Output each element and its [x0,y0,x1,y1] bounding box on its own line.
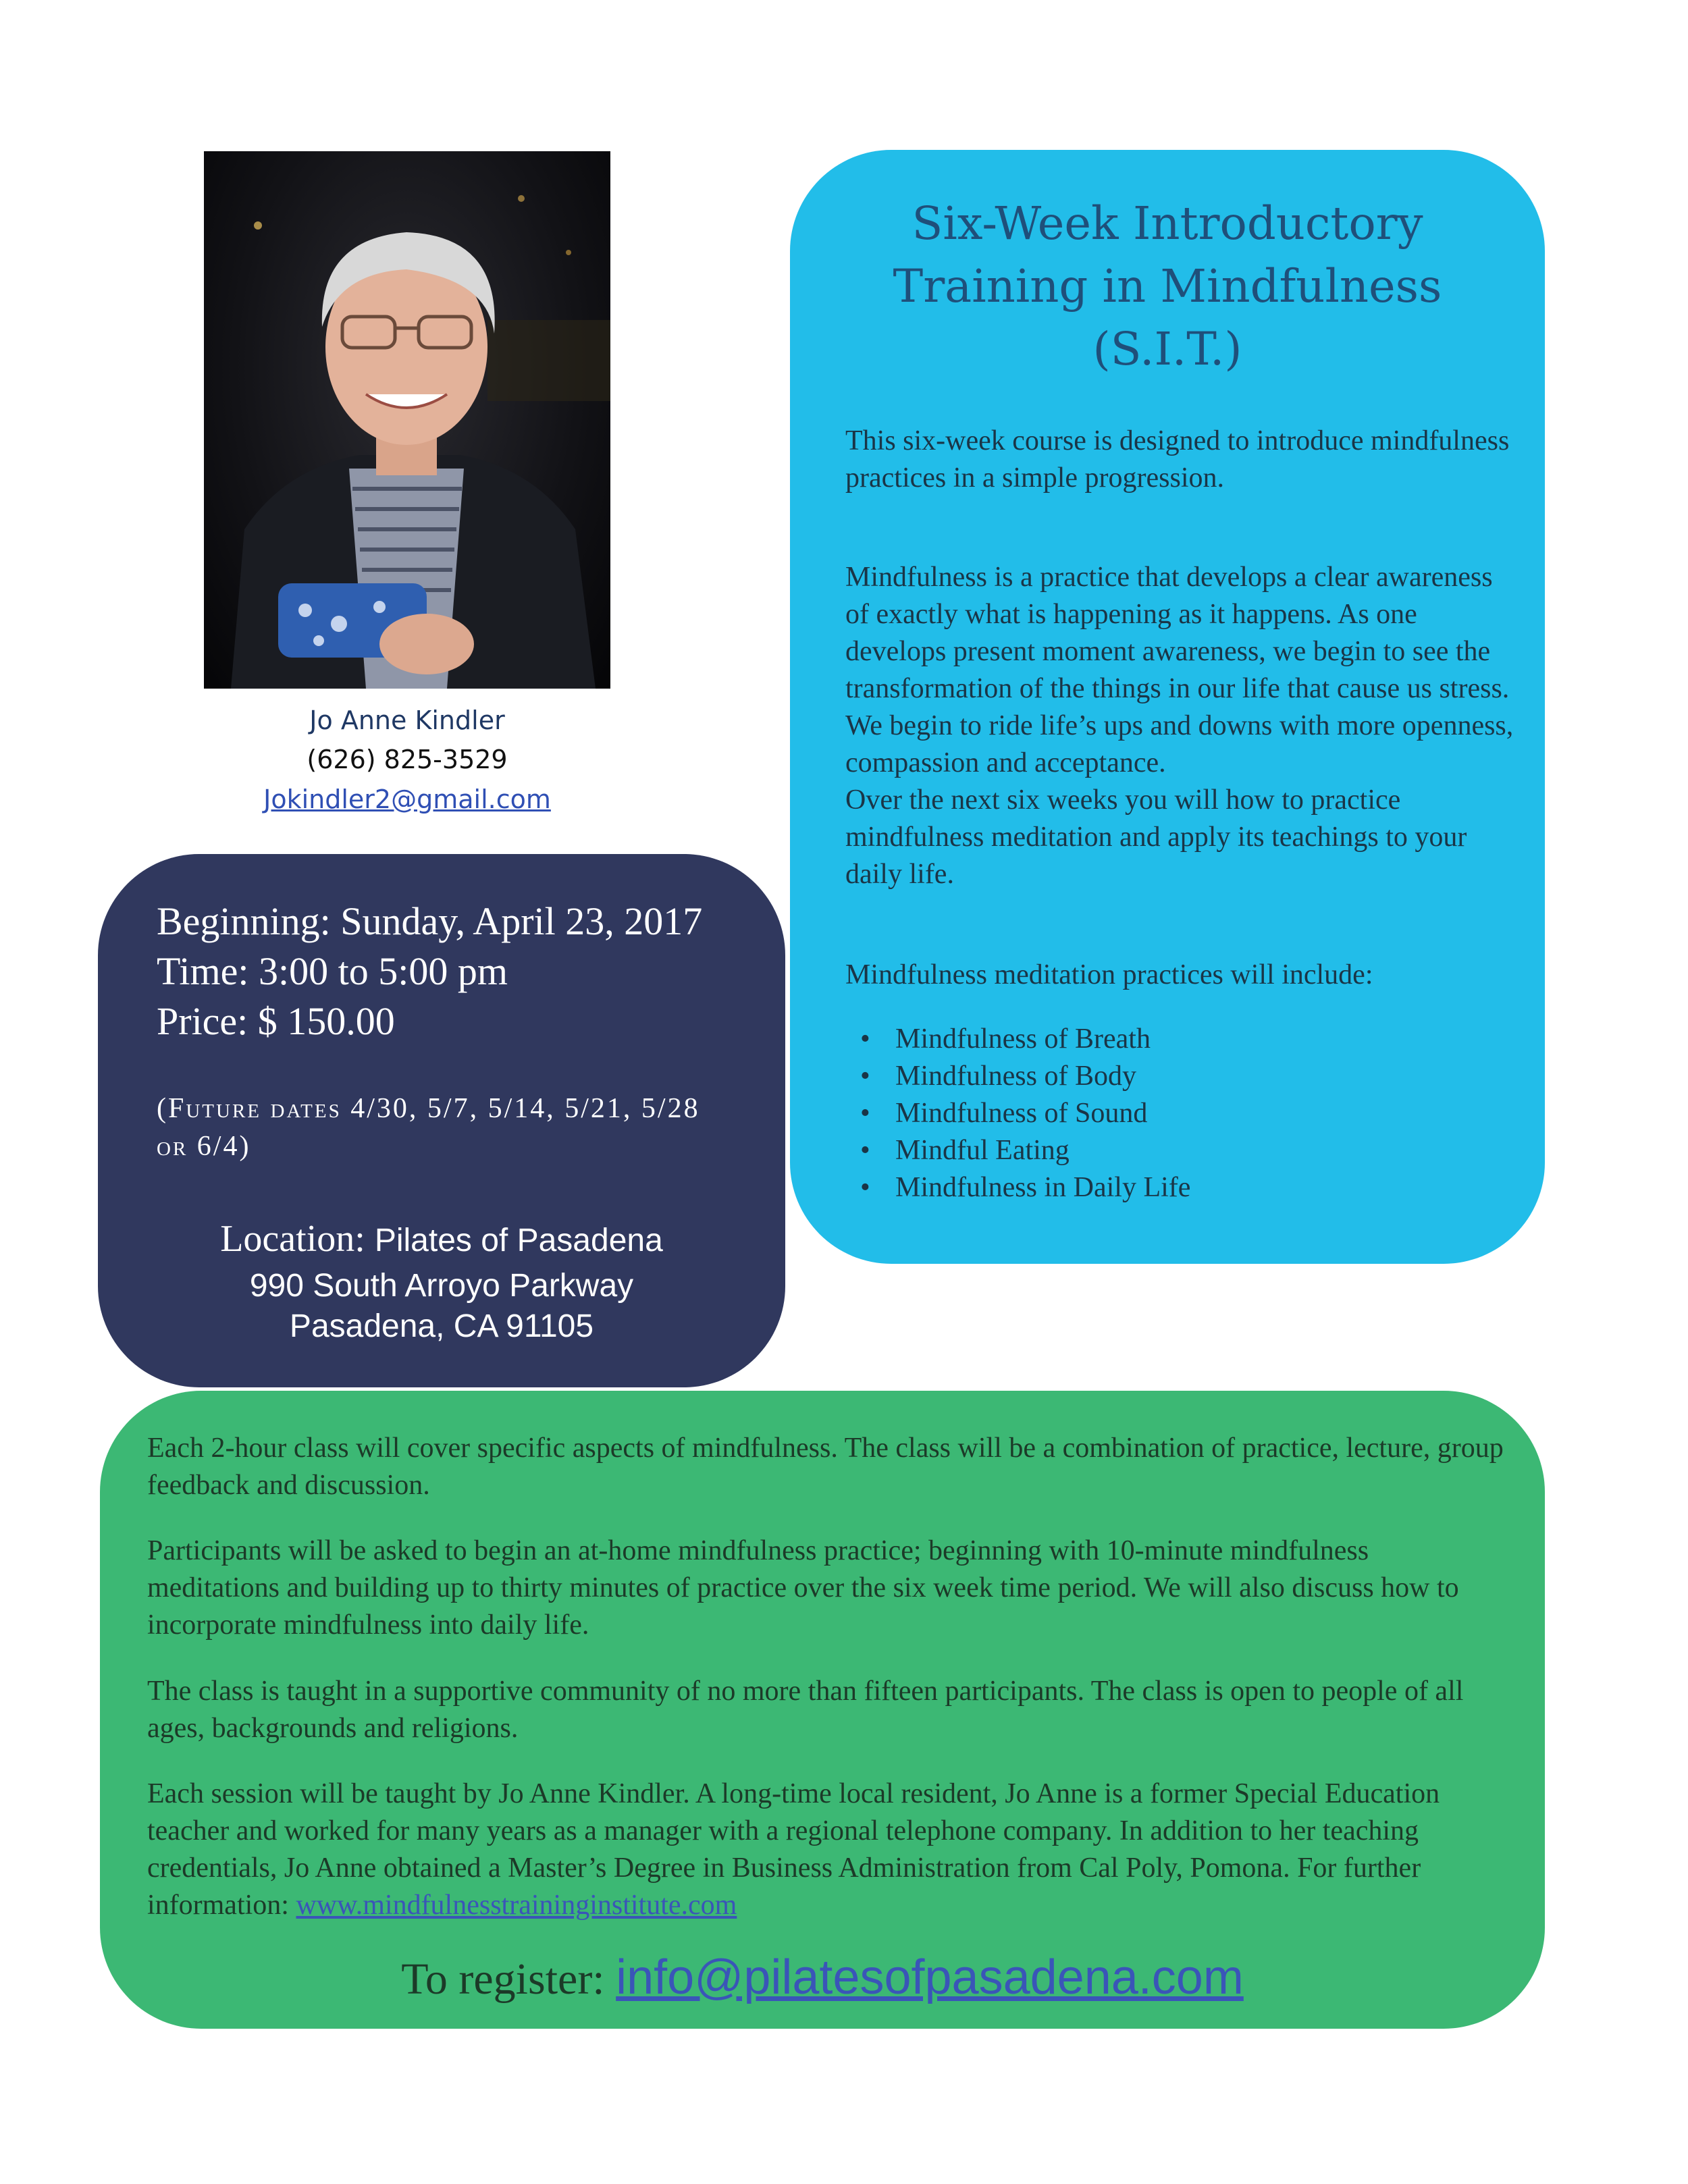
list-item [845,1132,1521,1169]
practices-intro: Mindfulness meditation practices will include: [845,959,1373,990]
location-label: Location: [220,1218,375,1260]
location-name: Pilates of Pasadena [374,1223,663,1258]
list-item [845,1169,1521,1206]
start-date: Beginning: Sunday, April 23, 2017 [157,899,703,943]
list-item [845,1095,1521,1132]
bullet-icon: • [860,1061,870,1092]
contact-name: Jo Anne Kindler [309,705,505,735]
location [98,1217,785,1260]
practices-list [845,1021,1521,1206]
class-price: Price: $ 150.00 [157,999,395,1043]
register-label: To register: [401,1954,616,2004]
details-paragraph-3: The class is taught in a supportive community of no more than fifteen participants. The class is open to people of all ages, backgrounds and religions. [147,1676,1464,1744]
register-line [100,1950,1545,2005]
course-title: Six-Week Introductory Training in Mindfulness (S.I.T.) [893,197,1442,375]
course-description [845,559,1521,893]
portrait-illustration [204,151,610,689]
class-time: Time: 3:00 to 5:00 pm [157,949,508,993]
course-description-p2: Over the next six weeks you will how to practice mindfulness meditation and apply its teachings to your daily life. [845,784,1467,890]
address-line-2: Pasadena, CA 91105 [289,1308,594,1344]
practice-label: Mindfulness of Breath [895,1023,1151,1055]
list-item [845,1021,1521,1058]
info-website-link[interactable]: www.mindfulnesstraininginstitute.com [296,1890,737,1921]
future-dates: (Future dates 4/30, 5/7, 5/14, 5/21, 5/28 or 6/4) [157,1093,700,1162]
register-email-link[interactable]: info@pilatesofpasadena.com [616,1950,1244,2004]
contact-email-link[interactable]: Jokindler2@gmail.com [263,784,551,814]
practice-label: Mindfulness of Body [895,1061,1136,1092]
course-description-p1: Mindfulness is a practice that develops a clear awareness of exactly what is happening as it happens. As one develops present moment awareness, we begin to see the transformation of the things in our life that cause us stress. We begin to ride life’s ups and downs with more openness, compassion and acceptance. [845,562,1514,778]
contact-phone: (626) 825-3529 [307,745,508,774]
bullet-icon: • [860,1023,870,1055]
list-item [845,1058,1521,1095]
details-paragraph-2: Participants will be asked to begin an at-home mindfulness practice; beginning with 10-minute mindfulness meditations and building up to thirty minutes of practice over the six week time period. We will also discuss how to incorporate mindfulness into daily life. [147,1535,1459,1641]
instructor-photo [204,151,610,689]
details-paragraph-4-text: Each session will be taught by Jo Anne Kindler. A long-time local resident, Jo Anne is a former Special Education teacher and worked for many years as a manager with a regional telephone company. In addition to her teaching credentials, Jo Anne obtained a Master’s Degree in Business Administration from Cal Poly, Pomona. For further information: [147,1778,1440,1921]
bullet-icon: • [860,1135,870,1166]
address-line-1: 990 South Arroyo Parkway [249,1268,634,1304]
practice-label: Mindfulness of Sound [895,1098,1148,1129]
bullet-icon: • [860,1172,870,1203]
practice-label: Mindfulness in Daily Life [895,1172,1191,1203]
practice-label: Mindful Eating [895,1135,1070,1166]
course-intro: This six-week course is designed to introduce mindfulness practices in a simple progression. [845,425,1510,494]
details-paragraph-1: Each 2-hour class will cover specific aspects of mindfulness. The class will be a combination of practice, lecture, group feedback and discussion. [147,1433,1504,1501]
details-paragraph-4 [147,1776,1504,1924]
bullet-icon: • [860,1098,870,1129]
